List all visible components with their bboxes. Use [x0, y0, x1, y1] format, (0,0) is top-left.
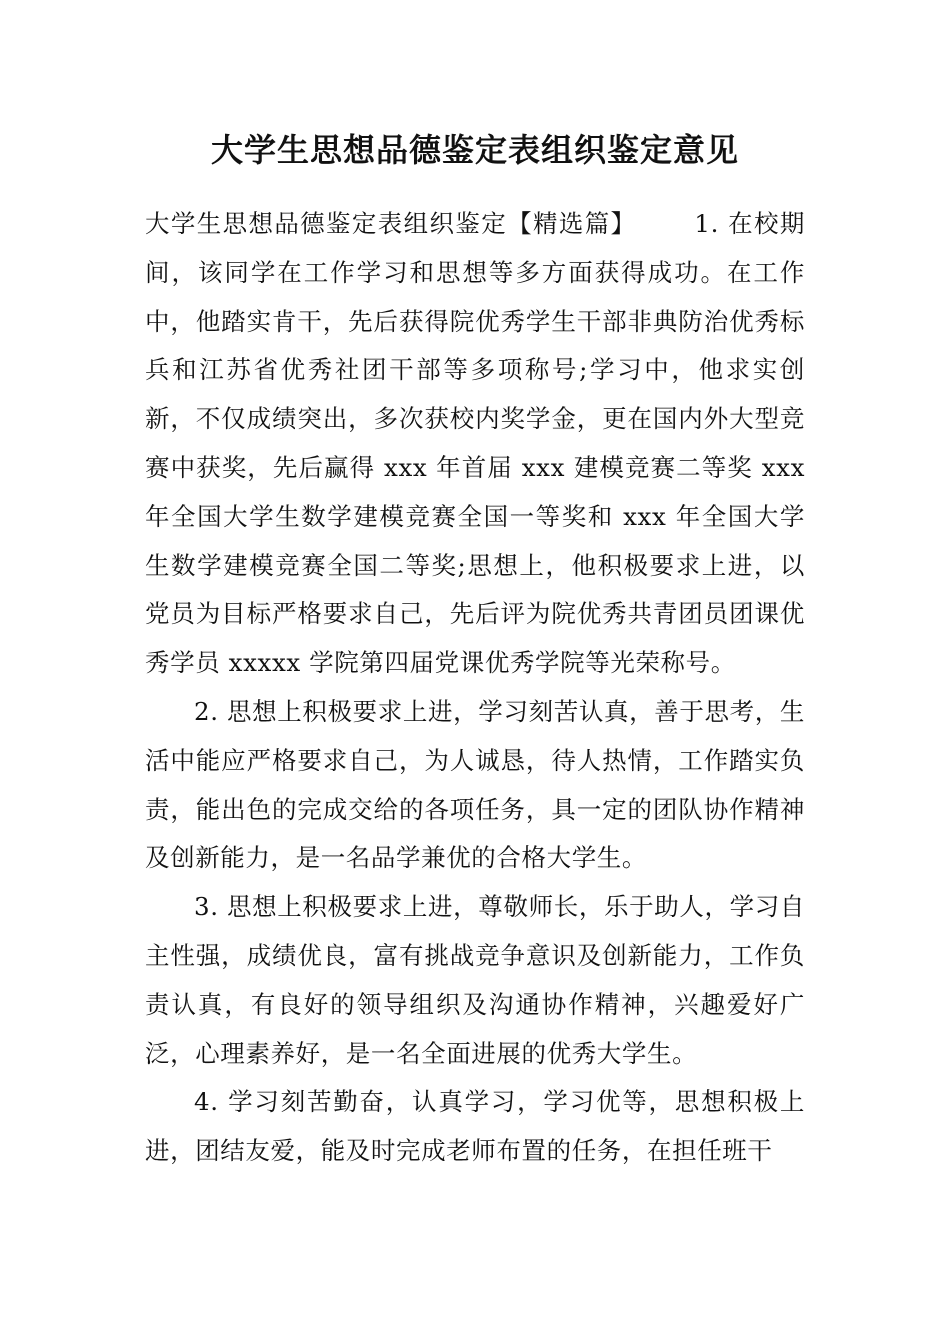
- paragraph-1: [145, 200, 805, 688]
- paragraph-2: [145, 688, 805, 883]
- paragraph-text: 学习刻苦勤奋，认真学习，学习优等，思想积极上进，团结友爱，能及时完成老师布置的任务，在担任班干: [145, 1087, 805, 1166]
- paragraph-number: 1.: [694, 209, 719, 238]
- intro-heading: 大学生思想品德鉴定表组织鉴定【精选篇】: [145, 209, 637, 238]
- paragraph-number: 3.: [194, 892, 219, 922]
- paragraph-text: 思想上积极要求上进，尊敬师长，乐于助人，学习自主性强，成绩优良，富有挑战竞争意识及创新能力，工作负责认真，有良好的领导组织及沟通协作精神，兴趣爱好广泛，心理素养好，是一名全面进展的优秀大学生。: [145, 892, 805, 1068]
- paragraph-4: [145, 1078, 805, 1176]
- document-title: 大学生思想品德鉴定表组织鉴定意见: [210, 131, 739, 169]
- paragraph-3: [145, 883, 805, 1078]
- paragraph-number: 2.: [194, 696, 219, 726]
- paragraph-text: 思想上积极要求上进，学习刻苦认真，善于思考，生活中能应严格要求自己，为人诚恳，待人热情，工作踏实负责，能出色的完成交给的各项任务，具一定的团队协作精神及创新能力，是一名品学兼优的合格大学生。: [145, 696, 805, 873]
- paragraph-text: 在校期间，该同学在工作学习和思想等多方面获得成功。在工作中，他踏实肯干，先后获得院优秀学生干部非典防治优秀标兵和江苏省优秀社团干部等多项称号;学习中，他求实创新，不仅成绩突出，多次获校内奖学金，更在国内外大型竞赛中获奖，先后赢得 xxx 年首届 xxx 建模竞赛二等奖 xxx 年全国大学生数学建模竞赛全国一等奖和 xxx 年全国大学生数学建模竞赛全国二等奖;思想上，他积极要求上进，以党员为目标严格要求自己，先后评为院优秀共青团员团课优秀学员 xxxxx 学院第四届党课优秀学院等光荣称号。: [145, 209, 805, 678]
- document-body: [145, 200, 805, 1176]
- paragraph-number: 4.: [194, 1087, 219, 1117]
